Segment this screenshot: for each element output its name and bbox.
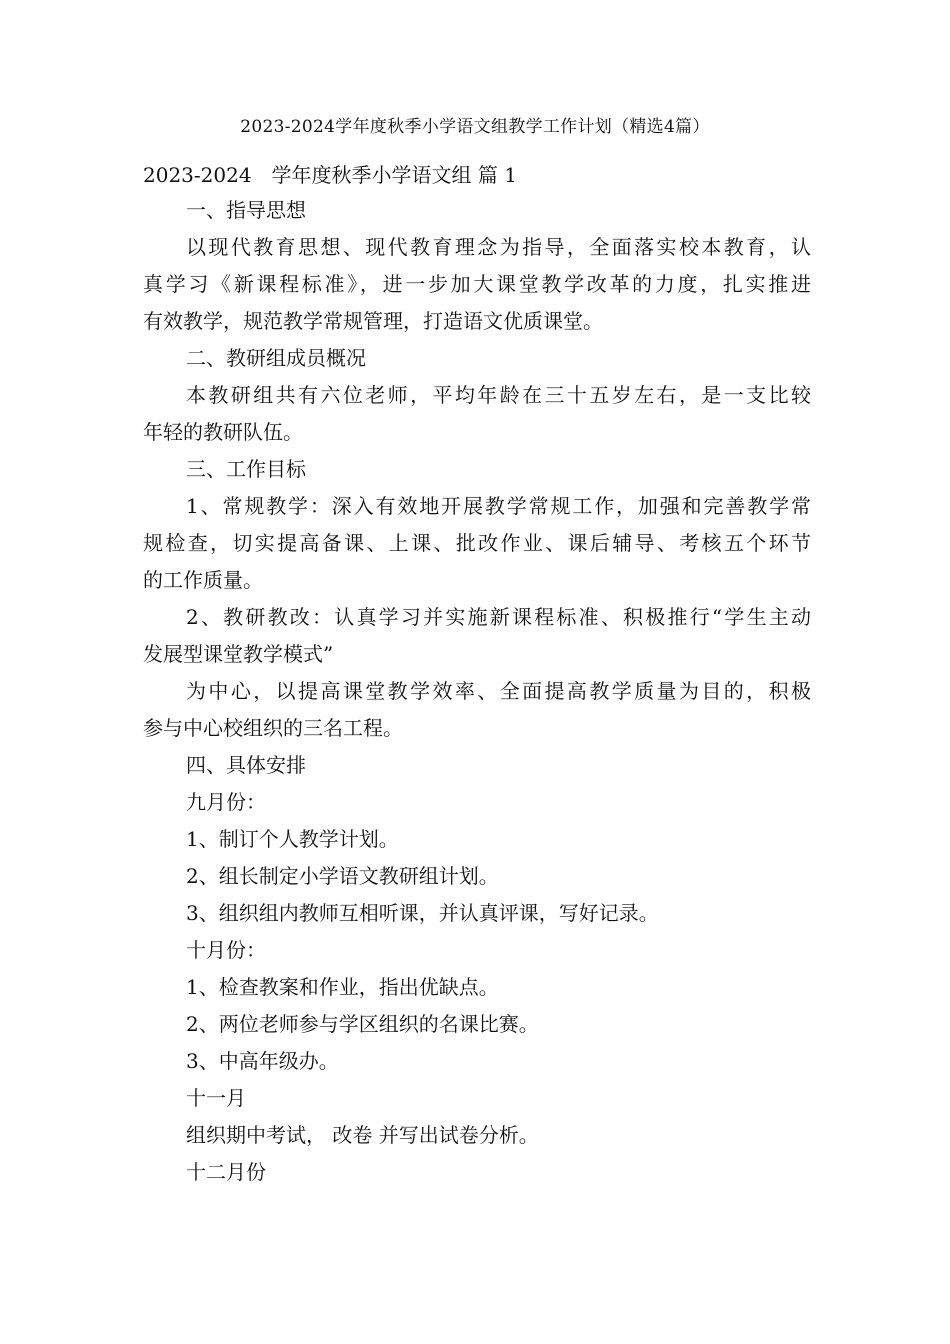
heading-specific-arrangements: 四、具体安排 [186,753,306,777]
paragraph-line: 为中心，以提高课堂教学效率、全面提高教学质量为目的，积极 [186,679,811,703]
month-label-december: 十二月份 [186,1160,266,1184]
paragraph-line: 发展型课堂教学模式” [143,642,334,666]
list-item: 1、制订个人教学计划。 [186,827,399,851]
paragraph-line: 规检查，切实提高备课、上课、批改作业、课后辅导、考核五个环节 [143,531,811,555]
paragraph-line: 有效教学，规范教学常规管理，打造语文优质课堂。 [143,309,603,333]
list-item: 3、中高年级办。 [186,1049,339,1073]
list-item: 2、组长制定小学语文教研组计划。 [186,864,499,888]
list-item: 3、组织组内教师互相听课，并认真评课，写好记录。 [186,901,659,925]
month-label-october: 十月份： [186,938,266,962]
heading-work-goals: 三、工作目标 [186,457,306,481]
section-heading: 2023-2024 学年度秋季小学语文组 篇 1 [143,163,517,187]
list-item: 1、检查教案和作业，指出优缺点。 [186,975,499,999]
paragraph-line: 1、常规教学：深入有效地开展教学常规工作，加强和完善教学常 [186,494,811,518]
paragraph-line: 2、教研教改：认真学习并实施新课程标准、积极推行“学生主动 [186,605,811,629]
heading-team-overview: 二、教研组成员概况 [186,346,366,370]
list-item: 组织期中考试， 改卷 并写出试卷分析。 [186,1123,539,1147]
heading-guiding-ideology: 一、指导思想 [186,198,306,222]
list-item: 2、两位老师参与学区组织的名课比赛。 [186,1012,539,1036]
paragraph-line: 真学习《新课程标准》，进一步加大课堂教学改革的力度，扎实推进 [143,272,811,296]
document-title: 2023-2024学年度秋季小学语文组教学工作计划（精选4篇） [240,117,710,137]
month-label-november: 十一月 [186,1086,246,1110]
paragraph-line: 的工作质量。 [143,568,263,592]
document-body [143,192,811,1191]
paragraph-line: 以现代教育思想、现代教育理念为指导，全面落实校本教育，认 [186,235,811,259]
month-label-september: 九月份： [186,790,266,814]
paragraph-line: 参与中心校组织的三名工程。 [143,716,403,740]
paragraph-line: 年轻的教研队伍。 [143,420,303,444]
paragraph-line: 本教研组共有六位老师，平均年龄在三十五岁左右，是一支比较 [186,383,811,407]
